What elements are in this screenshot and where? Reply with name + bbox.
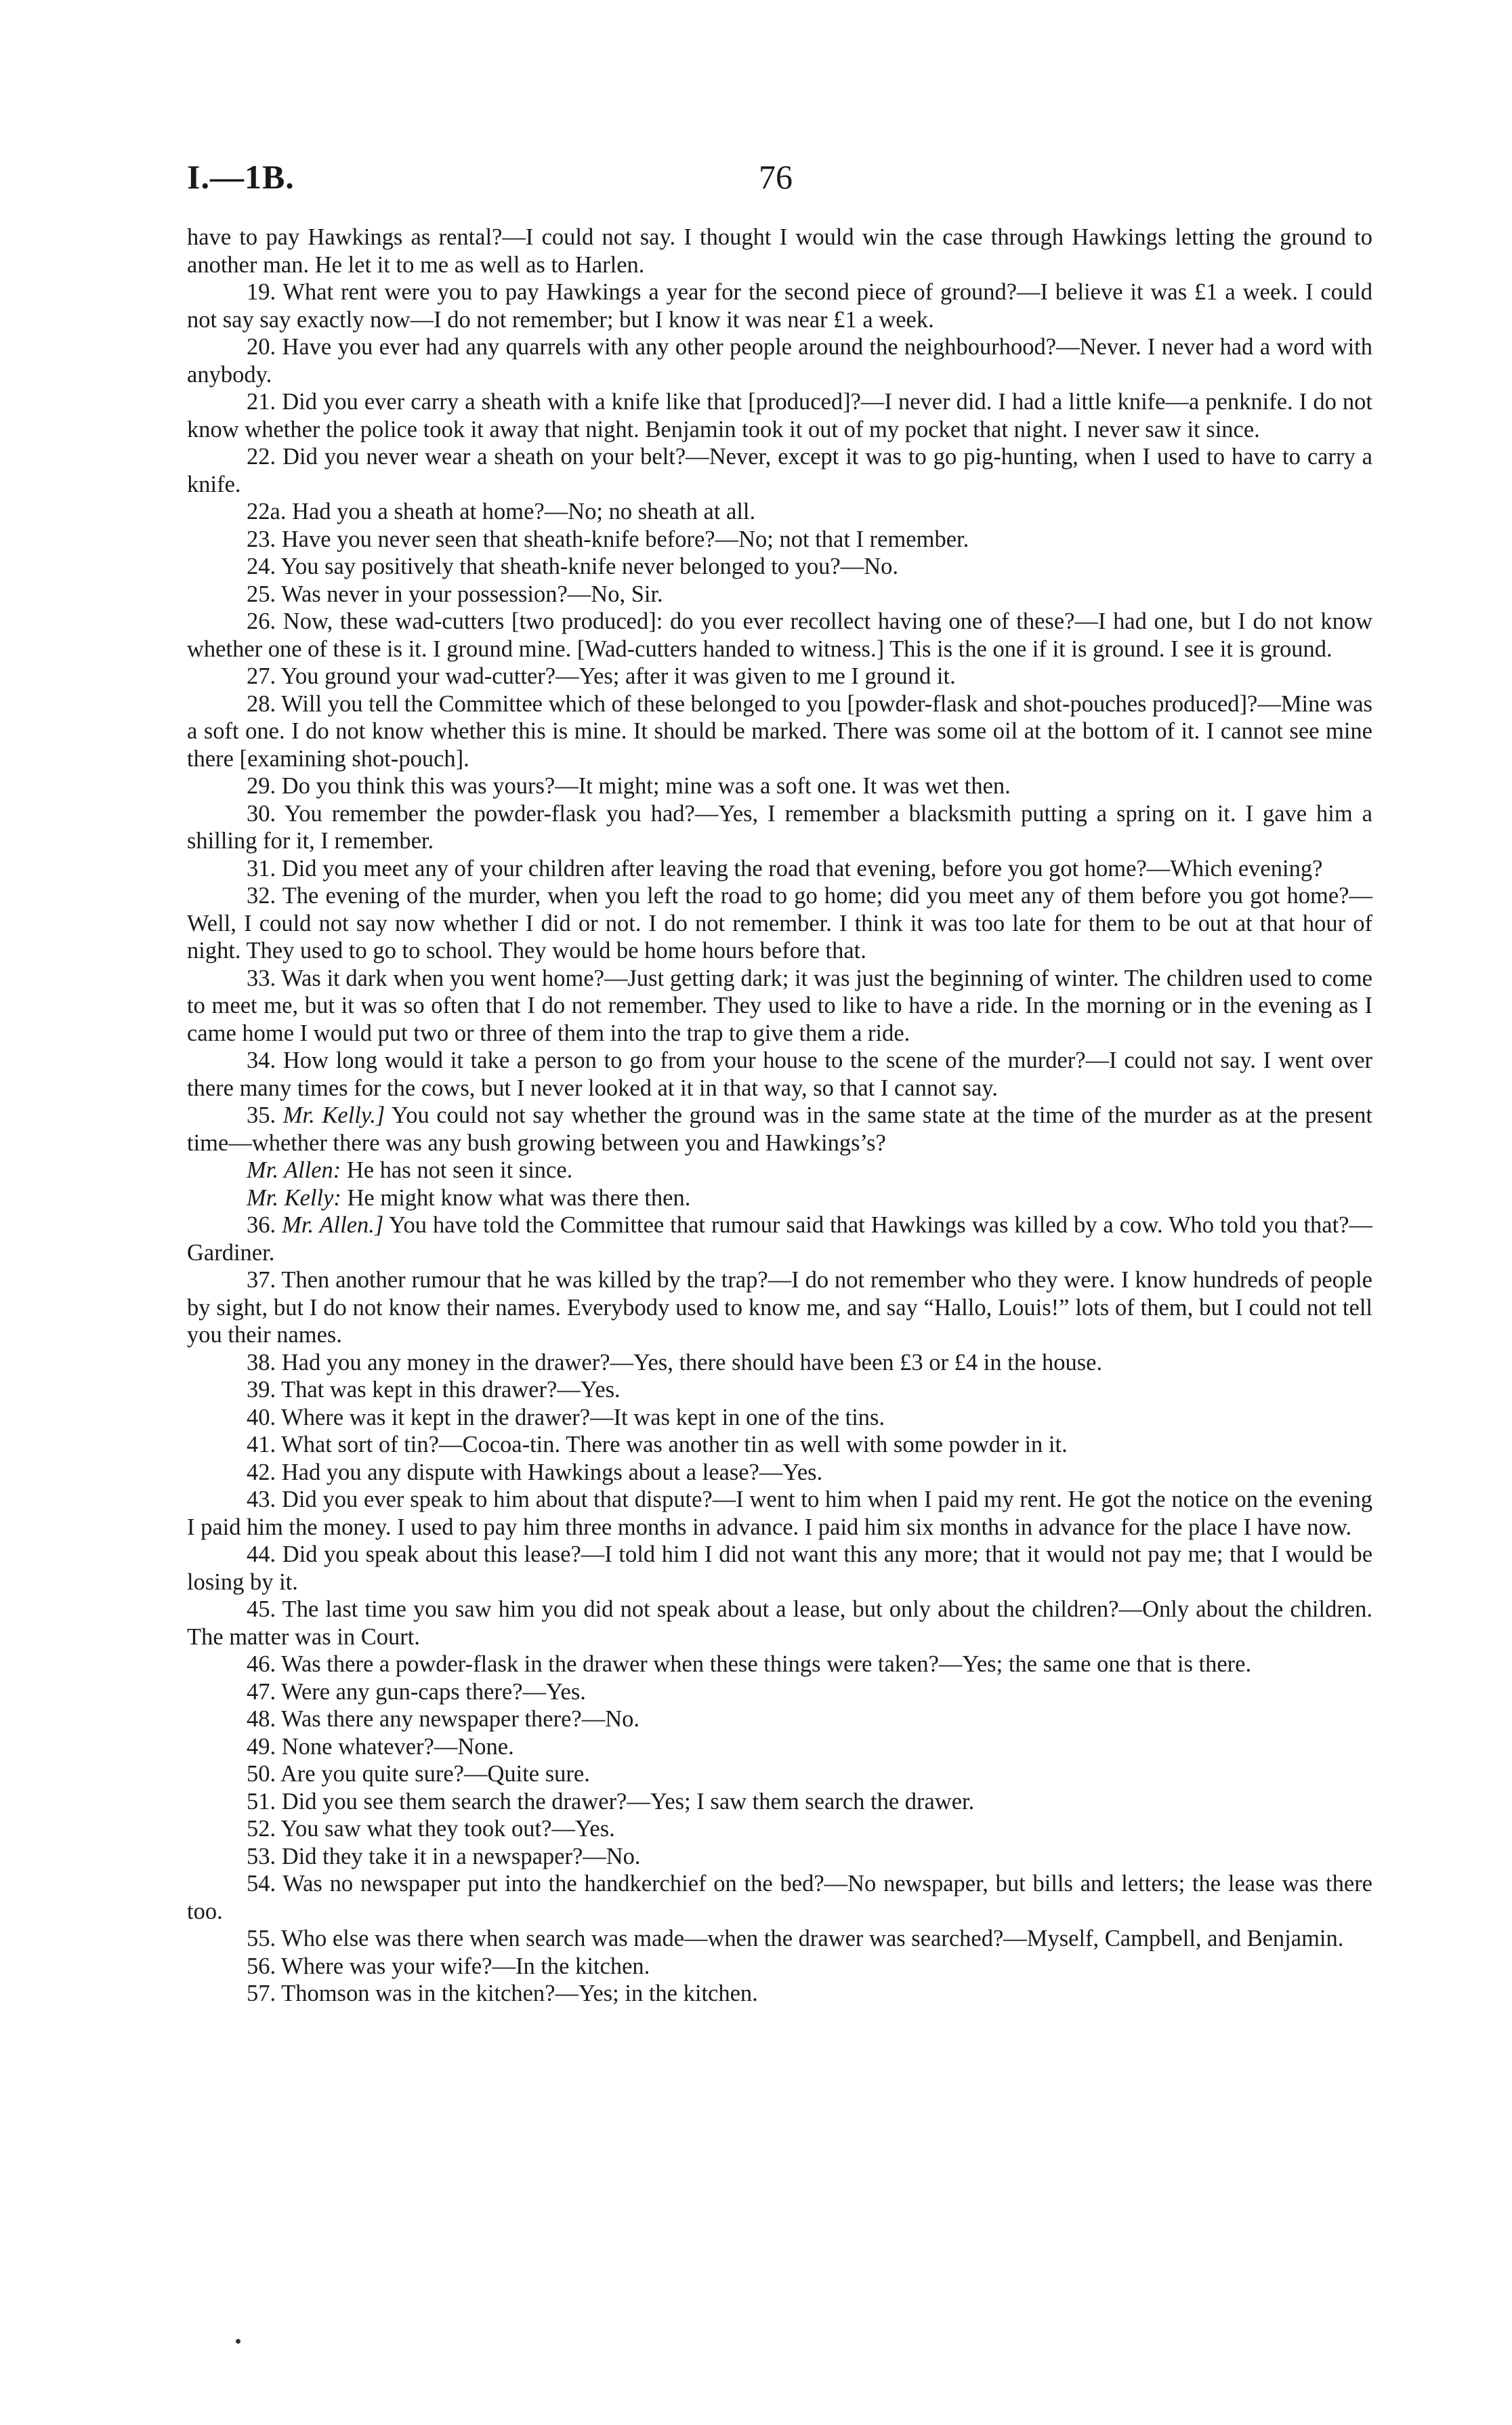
paragraph-text: Do you think this was yours?—It might; mine was a soft one. It was wet then. xyxy=(281,773,1011,799)
question-number: 37. xyxy=(247,1267,276,1293)
paragraph-text: You have told the Committee that rumour said that Hawkings was killed by a cow. Who told you that?—Gardiner. xyxy=(187,1212,1372,1266)
question-number: 31. xyxy=(247,855,276,882)
question-number: 53. xyxy=(247,1843,276,1869)
paragraph-text: Are you quite sure?—Quite sure. xyxy=(280,1761,590,1787)
speaker-name: Mr. Allen.] xyxy=(282,1212,384,1238)
qa-paragraph xyxy=(187,1980,1372,2008)
paragraph-text: Did they take it in a newspaper?—No. xyxy=(281,1843,641,1869)
paragraph-text: The evening of the murder, when you left the road to go home; did you meet any of them before you got home?—Well, I could not say now whether I did or not. I do not remember. I think it was too late for them to be out at that hour of night. They used to go to school. They would be home hours before that. xyxy=(187,883,1372,963)
question-number: 57. xyxy=(247,1981,276,2006)
document-reference: I.—1B. xyxy=(187,158,295,196)
qa-paragraph xyxy=(187,224,1372,278)
paragraph-text: Where was it kept in the drawer?—It was kept in one of the tins. xyxy=(281,1404,885,1430)
qa-paragraph xyxy=(187,1870,1372,1925)
question-number: 30. xyxy=(247,800,276,827)
qa-paragraph xyxy=(187,1541,1372,1596)
paragraph-text: None whatever?—None. xyxy=(281,1733,514,1760)
question-number: 29. xyxy=(247,773,276,799)
qa-paragraph xyxy=(187,1349,1372,1377)
paragraph-text: Did you speak about this lease?—I told him I did not want this any more; that it would not pay me; that I would be losing by it. xyxy=(187,1541,1373,1595)
question-number: 38. xyxy=(247,1349,276,1375)
question-number: 48. xyxy=(247,1706,276,1732)
question-number: 45. xyxy=(247,1596,276,1622)
qa-paragraph xyxy=(187,772,1372,800)
qa-paragraph xyxy=(187,1925,1372,1953)
paragraph-text: What sort of tin?—Cocoa-tin. There was another tin as well with some powder in it. xyxy=(281,1432,1068,1457)
paragraph-text: Did you ever carry a sheath with a knife like that [produced]?—I never did. I had a little knife—a penknife. I do not know whether the police took it away that night. Benjamin took it out of my pocket that night. I never saw it since. xyxy=(187,389,1372,442)
paragraph-text: What rent were you to pay Hawkings a year for the second piece of ground?—I believe it was £1 a week. I could not say say exactly now—I do not remember; but I know it was near £1 a week. xyxy=(187,279,1372,333)
question-number: 22. xyxy=(247,444,276,470)
paragraph-text: Was no newspaper put into the handkerchief on the bed?—No newspaper, but bills and letters; the lease was there too. xyxy=(187,1871,1372,1924)
qa-paragraph xyxy=(187,1953,1372,1981)
page-header xyxy=(187,157,1372,205)
qa-paragraph xyxy=(187,690,1372,773)
qa-paragraph xyxy=(187,1486,1372,1541)
qa-paragraph xyxy=(187,1431,1372,1459)
qa-paragraph xyxy=(187,1733,1372,1761)
qa-paragraph xyxy=(187,1102,1372,1157)
question-number: 22a. xyxy=(247,499,287,524)
paragraph-text: You remember the powder-flask you had?—Yes, I remember a blacksmith putting a spring on it. I gave him a shilling for it, I remember. xyxy=(187,800,1372,854)
paragraph-text: He has not seen it since. xyxy=(346,1157,573,1183)
qa-paragraph xyxy=(187,663,1372,690)
question-number: 20. xyxy=(247,334,276,360)
qa-paragraph xyxy=(187,1815,1372,1843)
question-number: 21. xyxy=(247,389,276,415)
qa-paragraph xyxy=(187,1705,1372,1733)
question-number: 49. xyxy=(247,1733,276,1760)
question-number: 46. xyxy=(247,1651,276,1677)
paragraph-text: That was kept in this drawer?—Yes. xyxy=(281,1377,621,1403)
question-number: 27. xyxy=(247,663,276,689)
qa-paragraph xyxy=(187,553,1372,581)
paragraph-text: Now, these wad-cutters [two produced]: do you ever recollect having one of these?—I had one, but I do not know whether one of these is it. I ground mine. [Wad-cutters handed to witness.] This is the one if it is ground. I see it is ground. xyxy=(187,608,1373,662)
question-number: 39. xyxy=(247,1377,276,1403)
question-number: 52. xyxy=(247,1816,276,1842)
qa-paragraph xyxy=(187,1843,1372,1871)
qa-paragraph xyxy=(187,1211,1372,1266)
question-number: 19. xyxy=(247,279,276,305)
question-number: 44. xyxy=(247,1541,276,1567)
qa-paragraph xyxy=(187,1376,1372,1404)
qa-paragraph xyxy=(187,608,1372,663)
paragraph-text: Was there a powder-flask in the drawer when these things were taken?—Yes; the same one that is there. xyxy=(281,1651,1252,1677)
paragraph-text: Thomson was in the kitchen?—Yes; in the kitchen. xyxy=(281,1981,758,2006)
question-number: 35. xyxy=(247,1102,276,1128)
paragraph-text: You could not say whether the ground was in the same state at the time of the murder as at the present time—whether there was any bush growing between you and Hawkings’s? xyxy=(187,1102,1373,1156)
question-number: 42. xyxy=(247,1459,276,1485)
question-number: 40. xyxy=(247,1404,276,1430)
qa-paragraph xyxy=(187,443,1372,498)
qa-paragraph xyxy=(187,800,1372,855)
qa-paragraph xyxy=(187,1651,1372,1678)
question-number: 28. xyxy=(247,690,276,717)
paragraph-text: Was never in your possession?—No, Sir. xyxy=(281,581,663,607)
question-number: 56. xyxy=(247,1953,276,1979)
qa-paragraph xyxy=(187,1157,1372,1184)
qa-paragraph xyxy=(187,1788,1372,1816)
question-number: 55. xyxy=(247,1926,276,1951)
paragraph-text: Where was your wife?—In the kitchen. xyxy=(281,1953,650,1979)
qa-paragraph xyxy=(187,1596,1372,1651)
question-number: 43. xyxy=(247,1487,276,1512)
qa-paragraph xyxy=(187,965,1372,1048)
paragraph-text: Was there any newspaper there?—No. xyxy=(281,1706,640,1732)
paragraph-text: Had you any dispute with Hawkings about a lease?—Yes. xyxy=(281,1459,823,1485)
paragraph-text: Were any gun-caps there?—Yes. xyxy=(281,1678,586,1705)
question-number: 51. xyxy=(247,1788,276,1815)
speaker-name: Mr. Kelly: xyxy=(247,1184,341,1211)
question-number: 26. xyxy=(247,608,276,634)
qa-paragraph xyxy=(187,498,1372,526)
qa-paragraph xyxy=(187,333,1372,388)
paragraph-text: You saw what they took out?—Yes. xyxy=(280,1816,615,1842)
question-number: 54. xyxy=(247,1871,276,1897)
qa-paragraph xyxy=(187,526,1372,554)
question-number: 32. xyxy=(247,883,276,909)
qa-paragraph xyxy=(187,1266,1372,1349)
question-number: 41. xyxy=(247,1432,276,1457)
question-number: 34. xyxy=(247,1048,276,1073)
qa-paragraph xyxy=(187,1459,1372,1487)
question-number: 36. xyxy=(247,1212,276,1238)
qa-paragraph xyxy=(187,1184,1372,1212)
paragraph-text: You say positively that sheath-knife never belonged to you?—No. xyxy=(280,554,899,579)
paragraph-text: Have you never seen that sheath-knife before?—No; not that I remember. xyxy=(281,526,969,552)
document-body xyxy=(187,224,1372,2008)
paragraph-text: Had you a sheath at home?—No; no sheath at all. xyxy=(292,499,756,524)
qa-paragraph xyxy=(187,855,1372,883)
paragraph-text: Did you ever speak to him about that dispute?—I went to him when I paid my rent. He got the notice on the evening I paid him the money. I used to pay him three months in advance. I paid him six months in advance for the place I have now. xyxy=(187,1487,1372,1540)
question-number: 23. xyxy=(247,526,276,552)
paragraph-text: Was it dark when you went home?—Just getting dark; it was just the beginning of winter. The children used to come to meet me, but it was so often that I do not remember. They used to like to have a ride. In the morning or in the evening as I came home I would put two or three of them into the trap to give them a ride. xyxy=(187,965,1372,1046)
paragraph-text: have to pay Hawkings as rental?—I could not say. I thought I would win the case through Hawkings letting the ground to another man. He let it to me as well as to Harlen. xyxy=(187,224,1372,278)
paragraph-text: Did you never wear a sheath on your belt?—Never, except it was to go pig-hunting, when I used to have to carry a knife. xyxy=(187,444,1372,497)
speaker-name: Mr. Kelly.] xyxy=(282,1102,385,1128)
paragraph-text: Had you any money in the drawer?—Yes, there should have been £3 or £4 in the house. xyxy=(281,1349,1103,1375)
speaker-name: Mr. Allen: xyxy=(247,1157,341,1183)
qa-paragraph xyxy=(187,882,1372,965)
paragraph-text: Have you ever had any quarrels with any other people around the neighbourhood?—Never. I never had a word with anybody. xyxy=(187,334,1372,388)
paragraph-text: You ground your wad-cutter?—Yes; after it was given to me I ground it. xyxy=(280,663,956,689)
page-number: 76 xyxy=(759,158,793,196)
question-number: 25. xyxy=(247,581,276,607)
qa-paragraph xyxy=(187,581,1372,608)
paragraph-text: Then another rumour that he was killed by the trap?—I do not remember who they were. I know hundreds of people by sight, but I do not know their names. Everybody used to know me, and say “Hallo, Louis!” lots of them, but I could not tell you their names. xyxy=(187,1267,1372,1348)
paragraph-text: The last time you saw him you did not speak about a lease, but only about the children?—Only about the children. The matter was in Court. xyxy=(187,1596,1372,1650)
paragraph-text: He might know what was there then. xyxy=(347,1184,691,1211)
question-number: 24. xyxy=(247,554,276,579)
paragraph-text: Who else was there when search was made—when the drawer was searched?—Myself, Campbell, and Benjamin. xyxy=(281,1926,1344,1951)
qa-paragraph xyxy=(187,388,1372,443)
paragraph-text: Will you tell the Committee which of these belonged to you [powder-flask and shot-pouches produced]?—Mine was a soft one. I do not know whether this is mine. It should be marked. There was some oil at the bottom of it. I cannot see mine there [examining shot-pouch]. xyxy=(187,690,1372,772)
paragraph-text: Did you see them search the drawer?—Yes; I saw them search the drawer. xyxy=(281,1788,975,1815)
paragraph-text: Did you meet any of your children after leaving the road that evening, before you got home?—Which evening? xyxy=(281,855,1323,882)
qa-paragraph xyxy=(187,1404,1372,1432)
qa-paragraph xyxy=(187,1760,1372,1788)
qa-paragraph xyxy=(187,278,1372,333)
question-number: 33. xyxy=(247,965,276,991)
question-number: 47. xyxy=(247,1678,276,1705)
paragraph-text: How long would it take a person to go from your house to the scene of the murder?—I could not say. I went over there many times for the cows, but I never looked at it in that way, so that I cannot say. xyxy=(187,1048,1372,1101)
question-number: 50. xyxy=(247,1761,276,1787)
stray-mark xyxy=(236,2339,240,2344)
qa-paragraph xyxy=(187,1678,1372,1706)
qa-paragraph xyxy=(187,1047,1372,1102)
